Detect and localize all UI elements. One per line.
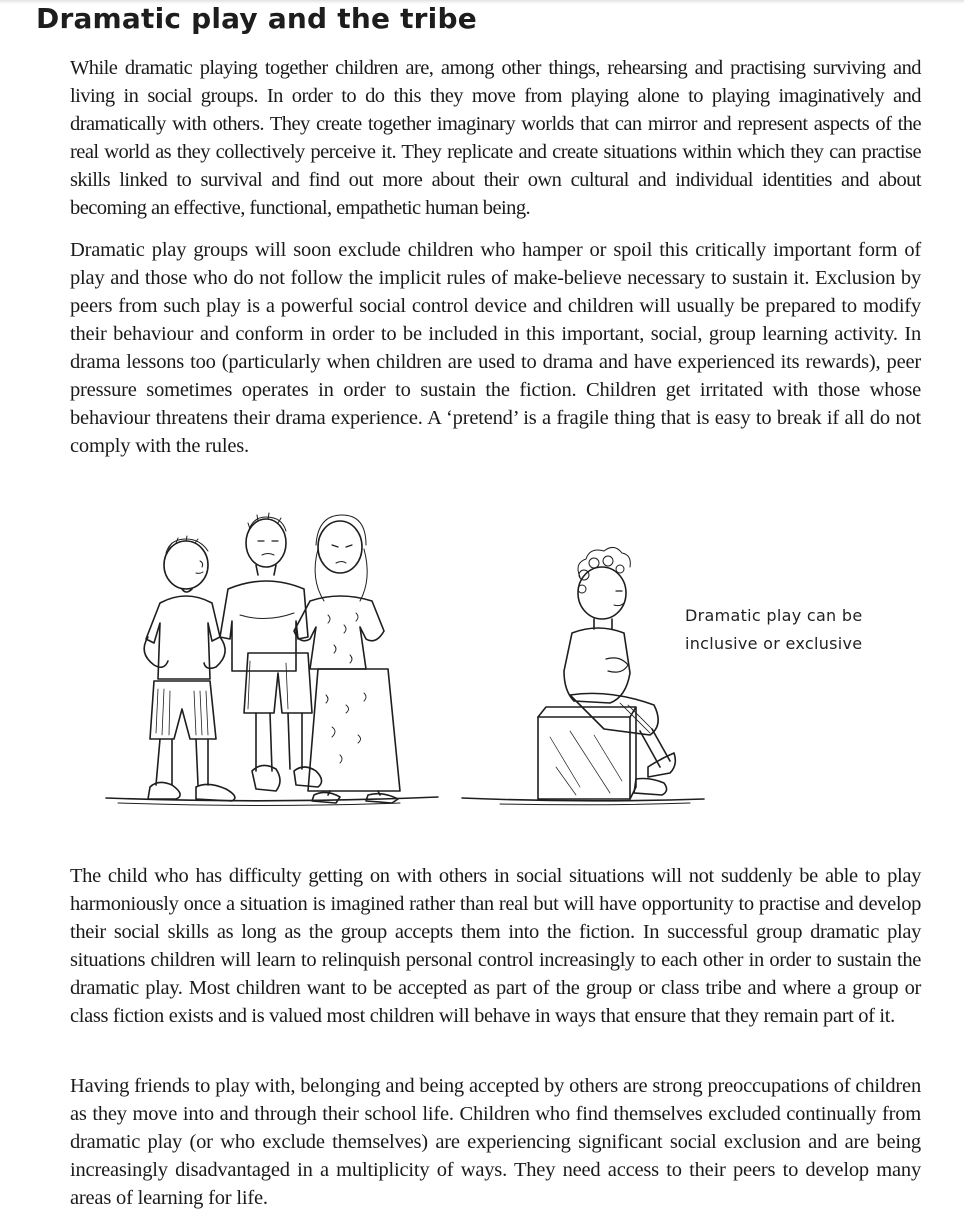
paragraph-3: The child who has difficulty getting on with others in social situations will not suddenly be able to play harmoniously once a situation is imagined rather than real but will have opportunity to practise and develop their social skills as long as the group accepts them into the fiction. In successful group dramatic play situations children will learn to relinquish personal control increasingly to each other in order to sustain the dramatic play. Most children want to be accepted as part of the group or class tribe and where a group or class fiction exists and is valued most children will behave in ways that ensure that they remain part of it.: [70, 865, 921, 1027]
illustration-children-group-and-excluded-child: [100, 505, 710, 820]
child-boy-middle: [220, 513, 322, 791]
caption-line-2: inclusive or exclusive: [685, 634, 863, 653]
paragraph-2: Dramatic play groups will soon exclude children who hamper or spoil this critically important form of play and those who do not follow the implicit rules of make-believe necessary to sustain it. Exclusion by peers from such play is a powerful social control device and children will usually be prepared to modify their behaviour and conform in order to be included in this important, social, group learning activity. In drama lessons too (particularly when children are used to drama and have experienced its rewards), peer pressure sometimes operates in order to sustain the fiction. Children get irritated with those whose behaviour threatens their drama experience. A ‘pretend’ is a fragile thing that is easy to break if all do not comply with the rules.: [70, 239, 921, 457]
illustration-caption: [685, 602, 862, 658]
child-girl-dress: [294, 515, 400, 803]
child-boy-left: [144, 536, 235, 801]
paragraph-1: While dramatic playing together children are, among other things, rehearsing and practising surviving and living in social groups. In order to do this they move from playing alone to playing imaginatively and dramatically with others. They create together imaginary worlds that can mirror and represent aspects of the real world as they collectively perceive it. They replicate and create situations within which they can practise skills linked to survival and find out more about their own cultural and individual identities and about becoming an effective, functional, empathetic human being.: [70, 57, 921, 219]
caption-line-1: Dramatic play can be: [685, 606, 863, 625]
child-sitting-on-box: [538, 547, 675, 799]
paragraph-4: Having friends to play with, belonging and being accepted by others are strong preoccupations of children as they move into and through their school life. Children who find themselves excluded continually from dramatic play (or who exclude themselves) are experiencing significant social exclusion and are being increasingly disadvantaged in a multiplicity of ways. They need access to their peers to develop many areas of learning for life.: [70, 1075, 921, 1209]
section-heading: Dramatic play and the tribe: [36, 2, 477, 35]
